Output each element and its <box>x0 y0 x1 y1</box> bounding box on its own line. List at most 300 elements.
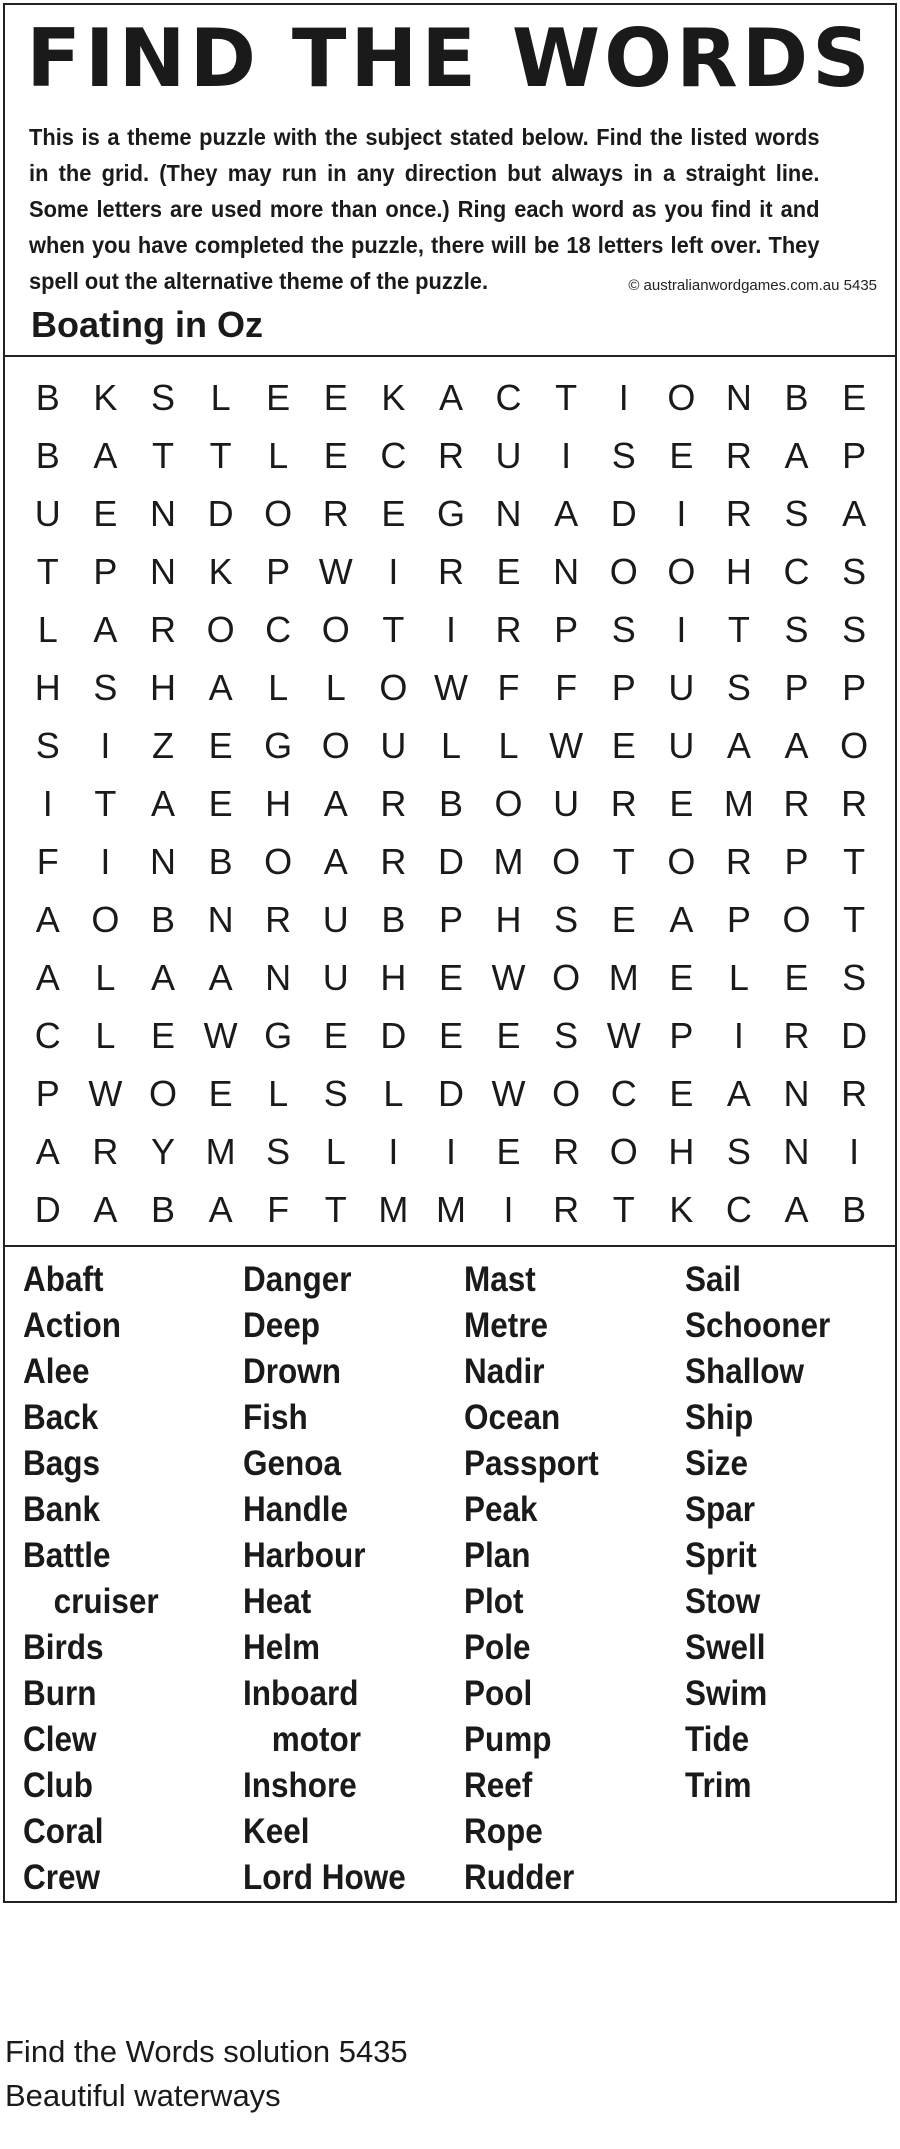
grid-cell[interactable]: F <box>497 667 520 708</box>
grid-cell[interactable]: O <box>552 1073 581 1114</box>
grid-cell[interactable]: A <box>93 1189 118 1230</box>
grid-cell[interactable]: R <box>725 493 752 534</box>
grid-cell[interactable]: U <box>380 725 407 766</box>
grid-cell[interactable]: T <box>843 841 866 882</box>
grid-cell[interactable]: N <box>783 1131 810 1172</box>
grid-cell[interactable]: C <box>610 1073 637 1114</box>
grid-cell[interactable]: I <box>503 1189 514 1230</box>
grid-cell[interactable]: L <box>728 957 749 998</box>
word-list-item: Plot <box>464 1582 524 1621</box>
grid-cell[interactable]: U <box>553 783 580 824</box>
grid-row <box>19 485 883 543</box>
grid-cell[interactable]: R <box>725 435 752 476</box>
word-list-item: Heat <box>243 1582 312 1621</box>
grid-cell[interactable]: S <box>611 609 636 650</box>
solution-line-1: Find the Words solution 5435 <box>5 2034 408 2069</box>
grid-cell[interactable]: W <box>491 1073 526 1114</box>
grid-cell[interactable]: O <box>782 899 811 940</box>
grid-cell[interactable]: R <box>265 899 292 940</box>
word-list-item: Burn <box>23 1674 97 1713</box>
grid-cell[interactable]: P <box>842 667 867 708</box>
word-list-item: Lord Howe <box>243 1858 406 1897</box>
grid-cell[interactable]: P <box>554 609 579 650</box>
grid-cell[interactable]: D <box>437 1073 464 1114</box>
grid-cell[interactable]: N <box>207 899 234 940</box>
grid-cell[interactable]: I <box>100 841 111 882</box>
word-list-item: Bags <box>23 1444 101 1483</box>
grid-cell[interactable]: P <box>611 667 636 708</box>
word-list-item: Deep <box>243 1306 321 1345</box>
grid-cell[interactable]: D <box>380 1015 407 1056</box>
grid-cell[interactable]: S <box>93 667 118 708</box>
grid-cell[interactable]: E <box>496 551 521 592</box>
grid-cell[interactable]: P <box>784 841 809 882</box>
grid-cell[interactable]: L <box>325 667 346 708</box>
grid-cell[interactable]: B <box>150 1189 175 1230</box>
grid-cell[interactable]: R <box>841 1073 868 1114</box>
grid-cell[interactable]: T <box>555 377 578 418</box>
word-list-item: Crew <box>23 1858 101 1897</box>
grid-cell[interactable]: L <box>325 1131 346 1172</box>
word-list-item: Alee <box>23 1352 90 1391</box>
word-list-item: Club <box>23 1766 93 1805</box>
grid-cell[interactable]: L <box>440 725 461 766</box>
grid-cell[interactable]: I <box>849 1131 860 1172</box>
grid-cell[interactable]: G <box>264 1015 293 1056</box>
grid-cell[interactable]: U <box>495 435 522 476</box>
grid-cell[interactable]: Y <box>150 1131 175 1172</box>
word-list-item: Ship <box>685 1398 754 1437</box>
grid-cell[interactable]: R <box>841 783 868 824</box>
word-list-item: Action <box>23 1306 122 1345</box>
grid-cell[interactable]: I <box>100 725 111 766</box>
word-list-item: Rope <box>464 1812 543 1851</box>
grid-cell[interactable]: A <box>784 725 809 766</box>
grid-cell[interactable]: B <box>35 377 60 418</box>
grid-cell[interactable]: G <box>264 725 293 766</box>
word-list-item: Passport <box>464 1444 599 1483</box>
grid-cell[interactable]: L <box>268 435 289 476</box>
grid-cell[interactable]: T <box>612 1189 635 1230</box>
grid-cell[interactable]: W <box>549 725 584 766</box>
grid-cell[interactable]: F <box>555 667 578 708</box>
grid-cell[interactable]: A <box>150 957 175 998</box>
grid-cell[interactable]: A <box>669 899 694 940</box>
grid-cell[interactable]: E <box>611 899 636 940</box>
word-list-item: Drown <box>243 1352 342 1391</box>
puzzle-box <box>3 3 897 1903</box>
grid-cell[interactable]: K <box>669 1189 694 1230</box>
grid-cell[interactable]: C <box>783 551 810 592</box>
word-list-item: Harbour <box>243 1536 366 1575</box>
grid-cell[interactable]: U <box>668 725 695 766</box>
grid-cell[interactable]: H <box>495 899 522 940</box>
grid-cell[interactable]: L <box>210 377 231 418</box>
word-list-item: Danger <box>243 1260 352 1299</box>
grid-cell[interactable]: O <box>552 957 581 998</box>
grid-cell[interactable]: O <box>667 377 696 418</box>
grid-cell[interactable]: H <box>34 667 61 708</box>
grid-cell[interactable]: S <box>842 957 867 998</box>
grid-cell[interactable]: S <box>726 1131 751 1172</box>
grid-cell[interactable]: G <box>436 493 465 534</box>
grid-cell[interactable]: L <box>268 667 289 708</box>
grid-cell[interactable]: B <box>438 783 463 824</box>
grid-cell[interactable]: N <box>553 551 580 592</box>
grid-cell[interactable]: C <box>725 1189 752 1230</box>
grid-cell[interactable]: E <box>208 783 233 824</box>
word-list-item: Swell <box>685 1628 766 1667</box>
word-list-item: Coral <box>23 1812 104 1851</box>
grid-cell[interactable]: U <box>322 899 349 940</box>
grid-cell[interactable]: O <box>552 841 581 882</box>
grid-cell[interactable]: M <box>493 841 524 882</box>
grid-cell[interactable]: R <box>553 1189 580 1230</box>
grid-cell[interactable]: W <box>318 551 353 592</box>
puzzle-header <box>5 5 895 357</box>
grid-cell[interactable]: C <box>380 435 407 476</box>
grid-cell[interactable]: E <box>323 1015 348 1056</box>
grid-row <box>19 1181 883 1239</box>
word-list-item: Mast <box>464 1260 536 1299</box>
word-list-item: Battle <box>23 1536 111 1575</box>
grid-cell[interactable]: B <box>842 1189 867 1230</box>
grid-cell[interactable]: R <box>322 493 349 534</box>
grid-cell[interactable]: E <box>323 377 348 418</box>
grid-cell[interactable]: O <box>609 1131 638 1172</box>
grid-cell[interactable]: O <box>91 899 120 940</box>
solution-note <box>5 2030 408 2118</box>
word-list-item: Inshore <box>243 1766 357 1805</box>
grid-cell[interactable]: A <box>323 783 348 824</box>
grid-cell[interactable]: P <box>93 551 118 592</box>
grid-cell[interactable]: S <box>611 435 636 476</box>
grid-cell[interactable]: R <box>725 841 752 882</box>
grid-row <box>19 949 883 1007</box>
grid-cell[interactable]: H <box>265 783 292 824</box>
grid-cell[interactable]: H <box>668 1131 695 1172</box>
grid-row <box>19 775 883 833</box>
grid-cell[interactable]: R <box>783 1015 810 1056</box>
grid-cell[interactable]: A <box>150 783 175 824</box>
grid-cell[interactable]: B <box>381 899 406 940</box>
grid-cell[interactable]: E <box>669 957 694 998</box>
grid-cell[interactable]: P <box>438 899 463 940</box>
grid-cell[interactable]: S <box>554 1015 579 1056</box>
grid-cell[interactable]: B <box>150 899 175 940</box>
word-list-item: Sail <box>685 1260 742 1299</box>
grid-cell[interactable]: A <box>35 957 60 998</box>
grid-cell[interactable]: K <box>208 551 233 592</box>
grid-cell[interactable]: E <box>150 1015 175 1056</box>
grid-cell[interactable]: R <box>553 1131 580 1172</box>
grid-cell[interactable]: E <box>784 957 809 998</box>
grid-cell[interactable]: M <box>435 1189 466 1230</box>
grid-cell[interactable]: T <box>209 435 232 476</box>
grid-cell[interactable]: U <box>668 667 695 708</box>
word-list-item: Peak <box>464 1490 538 1529</box>
instructions-text: This is a theme puzzle with the subject stated below. Find the listed words in the grid. (They may run in any direction but always in a straight line. Some letters are used more than once.) Ring each word as you find it and when you have completed the puzzle, there will be 18 letters left over. They spell out the alternative theme of the puzzle. <box>29 124 820 294</box>
grid-cell[interactable]: K <box>93 377 118 418</box>
grid-cell[interactable]: O <box>148 1073 177 1114</box>
grid-cell[interactable]: R <box>380 841 407 882</box>
grid-cell[interactable]: L <box>268 1073 289 1114</box>
word-list-item: Swim <box>685 1674 768 1713</box>
grid-cell[interactable]: O <box>206 609 235 650</box>
grid-cell[interactable]: E <box>611 725 636 766</box>
word-list-item: Abaft <box>23 1260 104 1299</box>
grid-cell[interactable]: R <box>610 783 637 824</box>
grid-cell[interactable]: I <box>445 609 456 650</box>
grid-cell[interactable]: E <box>266 377 291 418</box>
grid-row <box>19 1065 883 1123</box>
grid-cell[interactable]: H <box>149 667 176 708</box>
word-list-item: Trim <box>685 1766 752 1805</box>
grid-cell[interactable]: O <box>321 725 350 766</box>
grid-cell[interactable]: N <box>149 493 176 534</box>
grid-cell[interactable]: S <box>150 377 175 418</box>
grid-cell[interactable]: N <box>265 957 292 998</box>
grid-cell[interactable]: A <box>726 725 751 766</box>
grid-cell[interactable]: O <box>321 609 350 650</box>
grid-cell[interactable]: A <box>842 493 867 534</box>
word-list-item: Nadir <box>464 1352 545 1391</box>
grid-cell[interactable]: N <box>149 841 176 882</box>
grid-cell[interactable]: R <box>437 435 464 476</box>
grid-cell[interactable]: O <box>609 551 638 592</box>
grid-cell[interactable]: L <box>95 957 116 998</box>
grid-cell[interactable]: E <box>438 957 463 998</box>
grid-cell[interactable]: A <box>438 377 463 418</box>
grid-cell[interactable]: N <box>725 377 752 418</box>
word-list-item: Pool <box>464 1674 533 1713</box>
grid-row <box>19 1007 883 1065</box>
grid-row <box>19 659 883 717</box>
grid-cell[interactable]: E <box>381 493 406 534</box>
grid-cell[interactable]: R <box>437 551 464 592</box>
grid-cell[interactable]: D <box>610 493 637 534</box>
grid-cell[interactable]: I <box>733 1015 744 1056</box>
word-list-item: Ocean <box>464 1398 561 1437</box>
grid-cell[interactable]: I <box>445 1131 456 1172</box>
grid-cell[interactable]: Z <box>151 725 174 766</box>
grid-row <box>19 427 883 485</box>
grid-cell[interactable]: A <box>208 957 233 998</box>
word-list-item: motor <box>271 1720 362 1759</box>
grid-cell[interactable]: M <box>378 1189 409 1230</box>
grid-cell[interactable]: E <box>438 1015 463 1056</box>
grid-cell[interactable]: O <box>264 841 293 882</box>
grid-cell[interactable]: W <box>203 1015 238 1056</box>
grid-cell[interactable]: A <box>784 435 809 476</box>
word-list-item: Plan <box>464 1536 531 1575</box>
grid-cell[interactable]: P <box>35 1073 60 1114</box>
word-list-item: Clew <box>23 1720 97 1759</box>
word-list-item: Stow <box>685 1582 761 1621</box>
grid-cell[interactable]: P <box>726 899 751 940</box>
grid-cell[interactable]: R <box>380 783 407 824</box>
grid-cell[interactable]: R <box>149 609 176 650</box>
word-list-item: Helm <box>243 1628 321 1667</box>
grid-cell[interactable]: E <box>669 1073 694 1114</box>
word-list-item: Birds <box>23 1628 104 1667</box>
word-list-item: Fish <box>243 1398 308 1437</box>
grid-cell[interactable]: U <box>322 957 349 998</box>
grid-cell[interactable]: B <box>208 841 233 882</box>
grid-cell[interactable]: C <box>495 377 522 418</box>
word-list-item: Schooner <box>685 1306 831 1345</box>
grid-cell[interactable]: H <box>725 551 752 592</box>
grid-cell[interactable]: E <box>669 435 694 476</box>
grid-cell[interactable]: O <box>494 783 523 824</box>
grid-cell[interactable]: N <box>495 493 522 534</box>
grid-cell[interactable]: O <box>379 667 408 708</box>
grid-cell[interactable]: A <box>784 1189 809 1230</box>
grid-row <box>19 601 883 659</box>
grid-cell[interactable]: K <box>381 377 406 418</box>
grid-cell[interactable]: A <box>35 1131 60 1172</box>
word-list-item: Genoa <box>243 1444 342 1483</box>
grid-cell[interactable]: E <box>842 377 867 418</box>
grid-cell[interactable]: T <box>382 609 405 650</box>
letter-grid <box>5 357 895 1247</box>
word-list-item: cruiser <box>53 1582 159 1621</box>
grid-cell[interactable]: T <box>727 609 750 650</box>
word-column <box>243 1257 424 1901</box>
grid-cell[interactable]: O <box>667 841 696 882</box>
word-list-item: Inboard <box>243 1674 359 1713</box>
grid-cell[interactable]: E <box>496 1015 521 1056</box>
grid-cell[interactable]: S <box>554 899 579 940</box>
grid-cell[interactable]: T <box>324 1189 347 1230</box>
grid-cell[interactable]: P <box>842 435 867 476</box>
grid-cell[interactable]: H <box>380 957 407 998</box>
grid-cell[interactable]: I <box>561 435 572 476</box>
word-list-item: Tide <box>685 1720 750 1759</box>
grid-cell[interactable]: T <box>843 899 866 940</box>
grid-cell[interactable]: T <box>151 435 174 476</box>
grid-cell[interactable]: B <box>784 377 809 418</box>
grid-cell[interactable]: F <box>267 1189 290 1230</box>
grid-cell[interactable]: O <box>667 551 696 592</box>
grid-cell[interactable]: A <box>323 841 348 882</box>
grid-cell[interactable]: R <box>783 783 810 824</box>
grid-row <box>19 1123 883 1181</box>
grid-cell[interactable]: A <box>93 609 118 650</box>
grid-cell[interactable]: A <box>208 667 233 708</box>
grid-cell[interactable]: S <box>35 725 60 766</box>
word-list-item: Spar <box>685 1490 756 1529</box>
word-list-item: Metre <box>464 1306 549 1345</box>
word-list-item: Keel <box>243 1812 310 1851</box>
word-column <box>464 1257 614 1901</box>
grid-cell[interactable]: L <box>383 1073 404 1114</box>
grid-cell[interactable]: I <box>388 1131 399 1172</box>
grid-cell[interactable]: W <box>606 1015 641 1056</box>
grid-cell[interactable]: A <box>35 899 60 940</box>
grid-cell[interactable]: M <box>205 1131 236 1172</box>
grid-cell[interactable]: S <box>266 1131 291 1172</box>
grid-cell[interactable]: P <box>784 667 809 708</box>
grid-cell[interactable]: E <box>208 725 233 766</box>
grid-cell[interactable]: B <box>35 435 60 476</box>
grid-cell[interactable]: O <box>840 725 869 766</box>
grid-cell[interactable]: M <box>608 957 639 998</box>
grid-row <box>19 891 883 949</box>
grid-cell[interactable]: O <box>264 493 293 534</box>
grid-cell[interactable]: L <box>37 609 58 650</box>
grid-cell[interactable]: D <box>437 841 464 882</box>
grid-cell[interactable]: R <box>495 609 522 650</box>
grid-cell[interactable]: C <box>34 1015 61 1056</box>
word-list-item: Reef <box>464 1766 533 1805</box>
grid-cell[interactable]: I <box>388 551 399 592</box>
grid-cell[interactable]: S <box>784 609 809 650</box>
word-list <box>5 1247 895 1899</box>
grid-cell[interactable]: E <box>669 783 694 824</box>
grid-cell[interactable]: M <box>723 783 754 824</box>
grid-cell[interactable]: A <box>726 1073 751 1114</box>
grid-cell[interactable]: D <box>207 493 234 534</box>
grid-cell[interactable]: E <box>323 435 348 476</box>
grid-cell[interactable]: E <box>93 493 118 534</box>
grid-cell[interactable]: U <box>34 493 61 534</box>
grid-cell[interactable]: D <box>34 1189 61 1230</box>
grid-cell[interactable]: D <box>841 1015 868 1056</box>
grid-cell[interactable]: S <box>726 667 751 708</box>
grid-cell[interactable]: I <box>676 493 687 534</box>
grid-cell[interactable]: E <box>208 1073 233 1114</box>
word-list-item: Shallow <box>685 1352 805 1391</box>
grid-cell[interactable]: R <box>92 1131 119 1172</box>
grid-cell[interactable]: W <box>491 957 526 998</box>
word-list-item: Sprit <box>685 1536 757 1575</box>
grid-cell[interactable]: S <box>784 493 809 534</box>
word-list-item: Back <box>23 1398 99 1437</box>
grid-cell[interactable]: S <box>842 551 867 592</box>
grid-cell[interactable]: A <box>554 493 579 534</box>
word-list-item: Handle <box>243 1490 349 1529</box>
word-list-item: Bank <box>23 1490 101 1529</box>
grid-cell[interactable]: S <box>842 609 867 650</box>
word-list-item: Pole <box>464 1628 531 1667</box>
grid-cell[interactable]: T <box>94 783 117 824</box>
grid-cell[interactable]: A <box>93 435 118 476</box>
grid-cell[interactable]: W <box>433 667 468 708</box>
grid-cell[interactable]: P <box>669 1015 694 1056</box>
solution-line-2: Beautiful waterways <box>5 2078 281 2113</box>
grid-cell[interactable]: T <box>612 841 635 882</box>
grid-cell[interactable]: A <box>208 1189 233 1230</box>
grid-cell[interactable]: F <box>36 841 59 882</box>
grid-cell[interactable]: E <box>496 1131 521 1172</box>
grid-cell[interactable]: L <box>95 1015 116 1056</box>
grid-cell[interactable]: T <box>36 551 59 592</box>
grid-cell[interactable]: W <box>88 1073 123 1114</box>
word-list-item: Size <box>685 1444 749 1483</box>
theme-heading: Boating in Oz <box>31 304 263 345</box>
grid-cell[interactable]: I <box>618 377 629 418</box>
grid-cell[interactable]: C <box>265 609 292 650</box>
grid-cell[interactable]: N <box>783 1073 810 1114</box>
grid-cell[interactable]: S <box>323 1073 348 1114</box>
word-list-item: Pump <box>464 1720 552 1759</box>
grid-cell[interactable]: L <box>498 725 519 766</box>
grid-cell[interactable]: N <box>149 551 176 592</box>
grid-cell[interactable]: P <box>266 551 291 592</box>
grid-cell[interactable]: I <box>42 783 53 824</box>
grid-cell[interactable]: I <box>676 609 687 650</box>
